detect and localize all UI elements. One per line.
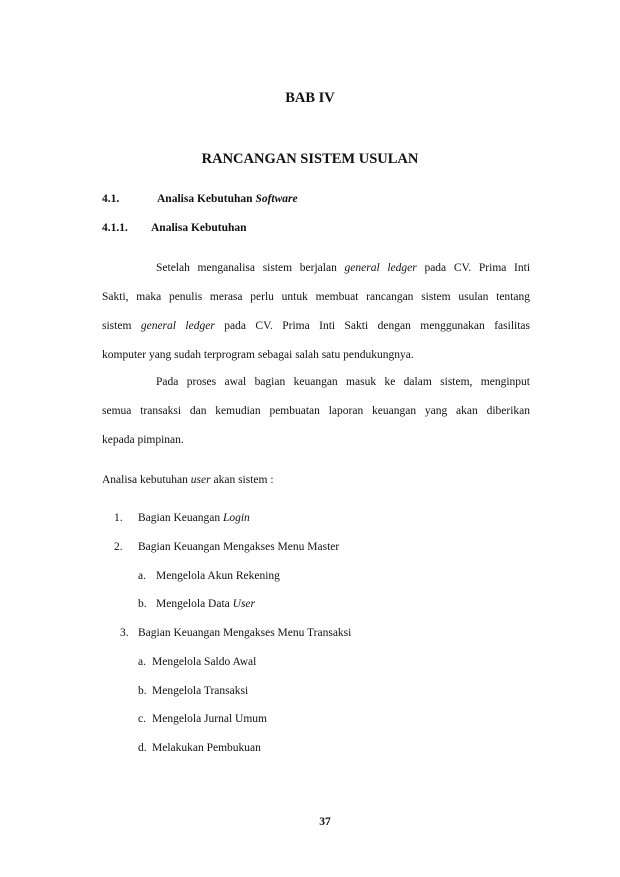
list-item-2-number: 2. — [114, 541, 123, 553]
list-item-3b: Mengelola Transaksi — [152, 685, 249, 697]
list-item-3a: Mengelola Saldo Awal — [152, 656, 257, 668]
needs-text-b: akan sistem : — [213, 474, 274, 486]
list-item-3b-letter: b. — [138, 685, 147, 697]
needs-italic: user — [190, 474, 211, 486]
para1-line3-b: pada CV. Prima Inti Sakti dengan menggunakan fasilitas — [224, 320, 530, 332]
list-item-2a-letter: a. — [138, 570, 146, 582]
para1-line1-italic: general ledger — [344, 262, 417, 274]
section-4-1-text: Analisa Kebutuhan — [157, 193, 253, 205]
list-item-1-number: 1. — [114, 512, 123, 524]
list-item-2b-italic: User — [232, 598, 256, 610]
section-4-1-italic: Software — [255, 193, 298, 205]
para1-line3 — [102, 320, 530, 332]
needs-text-a: Analisa kebutuhan — [102, 474, 188, 486]
para2-line2: semua transaksi dan kemudian pembuatan laporan keuangan yang akan diberikan — [102, 405, 530, 417]
list-item-1 — [138, 512, 250, 524]
section-4-1-1-number: 4.1.1. — [102, 222, 128, 234]
list-item-3d: Melakukan Pembukuan — [152, 742, 261, 754]
list-item-1-text: Bagian Keuangan — [138, 512, 221, 524]
list-item-3d-letter: d. — [138, 742, 147, 754]
chapter-heading: BAB IV — [285, 90, 335, 106]
list-item-2b — [156, 598, 255, 610]
para1-line3-a: sistem — [102, 320, 132, 332]
list-item-3: Bagian Keuangan Mengakses Menu Transaksi — [138, 627, 352, 639]
list-item-2a: Mengelola Akun Rekening — [156, 570, 280, 582]
list-item-2b-letter: b. — [138, 598, 147, 610]
list-item-2: Bagian Keuangan Mengakses Menu Master — [138, 541, 340, 553]
list-item-3c-letter: c. — [138, 713, 146, 725]
list-item-2b-text: Mengelola Data — [156, 598, 230, 610]
para1-line1 — [156, 262, 530, 274]
list-item-3c: Mengelola Jurnal Umum — [152, 713, 267, 725]
section-4-1-number: 4.1. — [102, 193, 120, 205]
para1-line4: komputer yang sudah terprogram sebagai salah satu pendukungnya. — [102, 349, 414, 361]
list-item-1-italic: Login — [222, 512, 250, 524]
para1-line1-b: pada CV. Prima Inti — [424, 262, 531, 274]
para2-line1: Pada proses awal bagian keuangan masuk ke dalam sistem, menginput — [156, 376, 530, 388]
para1-line3-italic: general ledger — [140, 320, 215, 332]
section-4-1-heading — [157, 193, 298, 205]
list-item-3a-letter: a. — [138, 656, 146, 668]
para1-line1-a: Setelah menganalisa sistem berjalan — [156, 262, 337, 274]
section-4-1-1-heading: Analisa Kebutuhan — [151, 222, 247, 234]
list-item-3-number: 3. — [120, 627, 129, 639]
page-number: 37 — [319, 816, 331, 828]
needs-line — [102, 474, 274, 486]
para2-line3: kepada pimpinan. — [102, 434, 184, 446]
chapter-title: RANCANGAN SISTEM USULAN — [201, 151, 419, 167]
para1-line2: Sakti, maka penulis merasa perlu untuk membuat rancangan sistem usulan tentang — [102, 291, 530, 303]
